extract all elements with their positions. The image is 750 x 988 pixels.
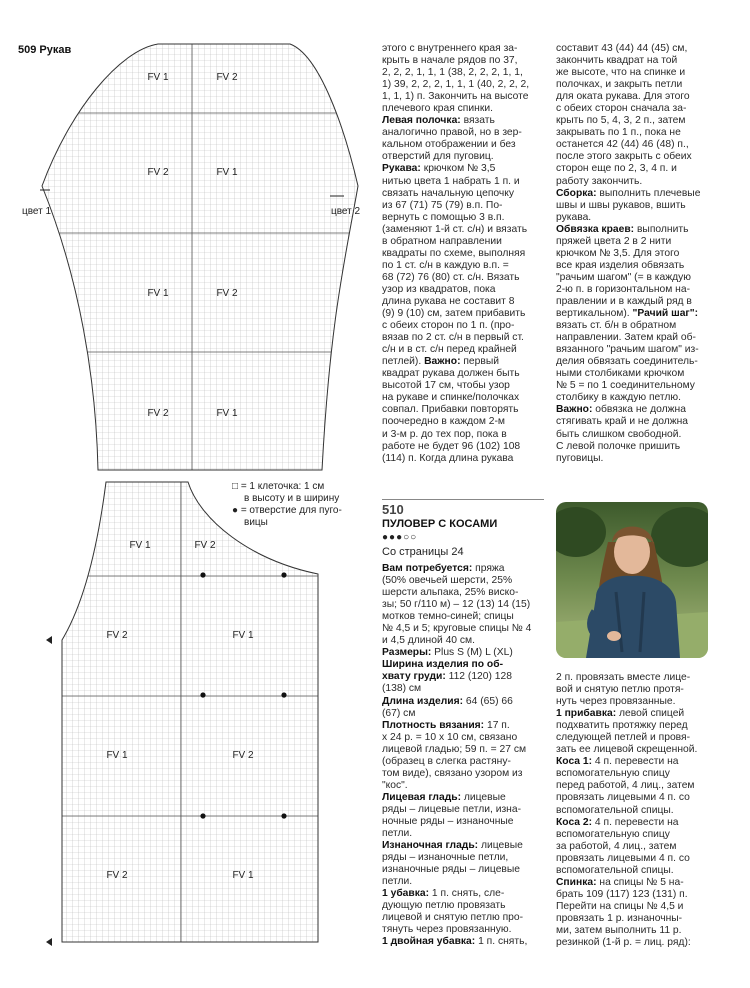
text-line: высотой 17 см, чтобы узор (382, 380, 510, 392)
text-line: 1 прибавка: левой спицей (556, 708, 685, 720)
text-line: столбику в каждую петлю. (556, 392, 681, 404)
pattern-510-title: ПУЛОВЕР С КОСАМИ (382, 518, 498, 530)
text-line: брать 109 (117) 123 (131) п. (556, 888, 688, 900)
text-line: петли. (382, 876, 413, 888)
text-line: петлей). Важно: первый (382, 356, 500, 368)
legend-line-1: □ = 1 клеточка: 1 см (232, 481, 325, 492)
text-line: после этого закрыть с обеих (556, 151, 692, 163)
text-line: вернуть с помощью 3 в.п. (382, 211, 505, 223)
text-line: Изнаночная гладь: лицевые (382, 840, 523, 852)
text-line: с/н и в ст. с/н перед крайней (382, 344, 517, 356)
text-line: за работой, 4 лиц., затем (556, 840, 677, 852)
square-label: FV 2 (147, 408, 169, 419)
text-line: ми, затем выполнить 11 р. (556, 924, 682, 936)
text-line: длина рукава не составит 8 (382, 295, 515, 307)
text-line: (138) см (382, 683, 422, 695)
text-line: 2 п. провязать вместе лице- (556, 672, 691, 683)
square-label: FV 2 (106, 630, 128, 641)
text-line: провязать лицевыми 4 п. со (556, 792, 690, 804)
text-line: тянуть через провязанную. (382, 924, 512, 936)
text-line: Спинка: на спицы № 5 на- (556, 876, 684, 888)
text-line: вспомогательную спицу (556, 768, 670, 780)
square-label: FV 1 (129, 540, 151, 551)
text-line: рукава. (556, 211, 592, 223)
text-line: подхватить протяжку перед (556, 720, 688, 732)
text-line: том виде), связано узором из (382, 767, 523, 779)
square-label: FV 2 (232, 750, 254, 761)
square-label: FV 1 (216, 167, 238, 178)
text-line: из 67 (71) 75 (79) в.п. По- (382, 199, 503, 211)
chart-legend (232, 481, 372, 529)
text-line: петли. (382, 828, 413, 840)
text-line: ряды – лицевые петли, изна- (382, 803, 522, 815)
text-line: работе не будет 96 (102) 108 (382, 440, 521, 452)
text-line: лицевой гладью; 59 п. = 27 см (382, 743, 527, 755)
text-line: № 4,5 и 5; круговые спицы № 4 (382, 623, 532, 635)
text-line: дующую петлю провязать (382, 900, 506, 912)
text-line: на рукаве и спинке/полочках (382, 392, 520, 404)
text-line: ряды – изнаночные петли, (382, 852, 509, 864)
text-line: "рачьим шагом" (= в каждую (556, 271, 692, 283)
text-line: хвату груди: 112 (120) 128 (382, 671, 512, 683)
text-line: (9) 9 (10) см, затем прибавить (382, 308, 526, 320)
text-line: вязав по 2 ст. с/н в первый ст. (382, 332, 524, 344)
text-line: квадраты по схеме, выполняя (382, 247, 526, 259)
text-line: Длина изделия: 64 (65) 66 (382, 695, 513, 707)
text-line: вертикальном). "Рачий шаг": (556, 308, 699, 320)
text-line: быть слишком свободной. (556, 428, 682, 440)
text-line: нитью цвета 1 набрать 1 п. и (382, 175, 520, 187)
text-line: совпал. Прибавки повторять (382, 404, 519, 416)
text-line: аналогично правой, но в зер- (382, 127, 522, 139)
legend-line-3: ● = отверстие для пуго- (232, 505, 342, 516)
text-line: вязанного "рачьим шагом" из- (556, 344, 699, 356)
text-line: "кос". (382, 779, 408, 791)
text-line: 1, 1, 1) п. Закончить на высоте (382, 91, 529, 103)
legend-line-2: в высоту и в ширину (244, 493, 340, 504)
text-line: пряжей цвета 2 в 2 нити (556, 235, 672, 247)
text-line: Рукава: крючком № 3,5 (382, 163, 496, 175)
sleeve-right-color-label: цвет 2 (331, 206, 361, 217)
text-line: направлении. Затем край об- (556, 332, 696, 344)
text-line: Сборка: выполнить плечевые (556, 187, 701, 199)
text-line: Левая полочка: вязать (382, 115, 495, 127)
text-line: останется 42 (44) 46 (48) п., (556, 139, 689, 151)
text-line: 1 двойная убавка: 1 п. снять, (382, 936, 528, 948)
text-line: швы и швы рукавов, вшить (556, 199, 686, 211)
text-line: плечевого края спинки. (382, 103, 493, 115)
text-line: Перейти на спицы № 4,5 и (556, 900, 684, 912)
text-line: и 4,5 длиной 40 см. (382, 635, 475, 647)
buttonhole-marker (281, 692, 286, 697)
text-line: перед работой, 4 лиц., затем (556, 780, 695, 792)
text-line: вспомогательной спицы. (556, 804, 674, 816)
text-line: Ширина изделия по об- (382, 659, 504, 671)
square-label: FV 1 (232, 870, 254, 881)
text-line: с обеих сторон по 1 п. (про- (382, 320, 515, 332)
sleeve-title: 509 Рукав (18, 44, 72, 56)
text-line: кальном отображении и без (382, 139, 516, 151)
text-line: квадрат рукава должен быть (382, 368, 520, 380)
text-line: для оката рукава. Для этого (556, 91, 690, 103)
instructions-column-2-top (382, 43, 552, 465)
text-line: узор из квадратов, пока (382, 283, 496, 295)
square-label: FV 1 (106, 750, 128, 761)
text-line: вспомогательную спицу (556, 828, 670, 840)
text-line: отверстий для пуговиц. (382, 151, 494, 163)
square-label: FV 2 (216, 288, 238, 299)
text-line: следующей петлей и провя- (556, 732, 691, 744)
text-line: вой и снятую петлю протя- (556, 684, 684, 696)
text-line: Лицевая гладь: лицевые (382, 791, 506, 803)
text-line: (образец в слегка растяну- (382, 755, 511, 767)
text-line: правлении и в каждый ряд в (556, 295, 692, 307)
front-panel-chart (0, 470, 380, 988)
buttonhole-marker (200, 692, 205, 697)
text-line: и 3-м р. до тех пор, пока в (382, 428, 507, 440)
legend-line-4: вицы (244, 517, 268, 528)
text-line: Плотность вязания: 17 п. (382, 719, 510, 731)
text-line: поочередно в каждом 2-м (382, 416, 505, 428)
pattern-510-number: 510 (382, 502, 404, 517)
text-line: этого с внутреннего края за- (382, 43, 518, 54)
text-line: связать начальную цепочку (382, 187, 515, 199)
buttonhole-marker (200, 572, 205, 577)
text-line: 2, 2, 2, 1, 1, 1 (38, 2, 2, 2, 1, 1, (382, 67, 523, 79)
text-line: № 5 = по 1 соединительному (556, 380, 695, 392)
text-line: с обеих сторон сначала за- (556, 103, 687, 115)
instructions-column-2-bottom (382, 563, 552, 949)
text-line: крючком № 3,5. Для этого (556, 247, 680, 259)
text-line: в обратном направлении (382, 235, 502, 247)
text-line: зы; 50 г/110 м) – 12 (13) 14 (15) (382, 599, 531, 611)
text-line: Коса 1: 4 п. перевести на (556, 756, 679, 768)
square-label: FV 2 (147, 167, 169, 178)
square-label: FV 2 (216, 72, 238, 83)
text-line: нуть через провязанные. (556, 696, 676, 708)
text-line: Обвязка краев: выполнить (556, 223, 689, 235)
text-line: лицевой и снятую петлю про- (382, 912, 524, 924)
text-line: работу закончить. (556, 175, 643, 187)
text-line: ночные ряды – изнаночные (382, 815, 514, 827)
buttonhole-marker (200, 813, 205, 818)
text-line: закрывать по 1 п., пока не (556, 127, 681, 139)
text-line: провязать 1 р. изнаночны- (556, 912, 683, 924)
text-line: Коса 2: 4 п. перевести на (556, 816, 679, 828)
text-line: полочках, и закрыть петли (556, 79, 683, 91)
text-line: 68 (72) 76 (80) ст. с/н. Вязать (382, 271, 520, 283)
square-label: FV 1 (147, 288, 169, 299)
text-line: (67) см (382, 707, 416, 719)
text-line: вязать ст. б/н в обратном (556, 320, 677, 332)
text-line: стягивать край и не должна (556, 416, 689, 428)
text-line: составит 43 (44) 44 (45) см, (556, 43, 688, 54)
text-line: (заменяют 1-й ст. с/н) и вязать (382, 223, 528, 235)
square-label: FV 1 (147, 72, 169, 83)
text-line: ными столбиками крючком (556, 368, 685, 380)
text-line: сторон еще по 2, 3, 4 п. и (556, 163, 677, 175)
text-line: по 1 ст. с/н в каждую в.п. = (382, 259, 509, 271)
text-line: (50% овечьей шерсти, 25% (382, 575, 513, 587)
text-line: х 24 р. = 10 х 10 см, связано (382, 731, 518, 743)
buttonhole-marker (281, 572, 286, 577)
text-line: Вам потребуется: пряжа (382, 563, 505, 574)
text-line: резинкой (1-й р. = лиц. ряд): (556, 937, 691, 949)
sleeve-left-color-label: цвет 1 (22, 206, 52, 217)
text-line: делия обвязать соединитель- (556, 356, 698, 368)
text-line: 1 убавка: 1 п. снять, сле- (382, 888, 505, 900)
text-line: же высоте, что на спинке и (556, 67, 686, 79)
instructions-column-3-bottom (556, 672, 731, 949)
model-photo (556, 502, 708, 658)
pattern-510-rule (382, 499, 544, 500)
text-line: все края изделия обвязать (556, 259, 685, 271)
buttonhole-marker (281, 813, 286, 818)
text-line: крыть по 5, 4, 3, 2 п., затем (556, 115, 686, 127)
square-label: FV 2 (106, 870, 128, 881)
square-label: FV 2 (194, 540, 216, 551)
text-line: 2-ю п. в горизонтальном на- (556, 283, 691, 295)
text-line: Размеры: Plus S (M) L (XL) (382, 647, 513, 659)
pattern-source: Со страницы 24 (382, 546, 464, 558)
square-label: FV 1 (216, 408, 238, 419)
text-line: изнаночные ряды – лицевые (382, 864, 521, 876)
text-line: пуговицы. (556, 452, 604, 464)
instructions-column-3-top (556, 43, 731, 465)
text-line: 1) 39, 2, 2, 2, 1, 1, 1 (40, 2, 2, 2, (382, 79, 530, 91)
difficulty-rating: ●●●○○ (382, 532, 418, 543)
sleeve-chart (0, 0, 380, 480)
text-line: мотков темно-синей; спицы (382, 611, 514, 623)
text-line: зать ее лицевой скрещенной. (556, 744, 698, 756)
text-line: крыть в начале рядов по 37, (382, 55, 518, 67)
text-line: С левой полочке пришить (556, 440, 681, 452)
text-line: вспомогательной спицы. (556, 864, 674, 876)
text-line: закончить квадрат на той (556, 55, 678, 67)
text-line: (114) п. Когда длина рукава (382, 452, 514, 464)
text-line: шерсти альпака, 25% виско- (382, 587, 519, 599)
text-line: провязать лицевыми 4 п. со (556, 852, 690, 864)
square-label: FV 1 (232, 630, 254, 641)
text-line: Важно: обвязка не должна (556, 404, 686, 416)
